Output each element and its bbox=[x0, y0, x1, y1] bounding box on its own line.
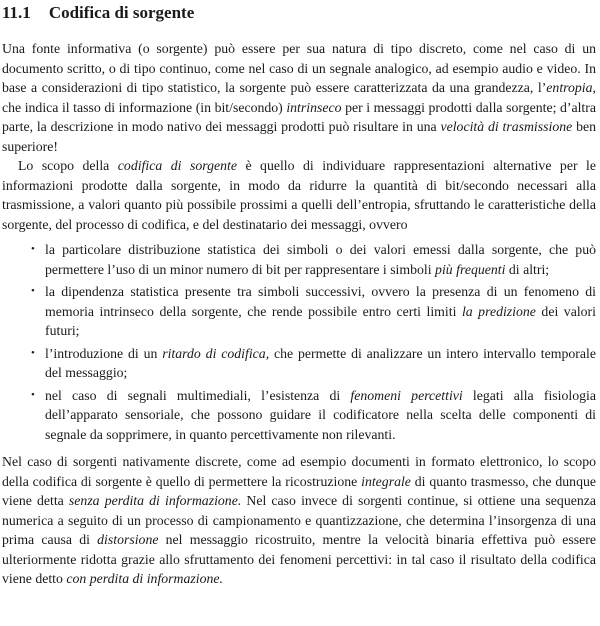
bullet-icon: • bbox=[31, 285, 35, 297]
bullet-icon: • bbox=[31, 346, 35, 359]
list-item bbox=[2, 344, 596, 383]
section-number: 11.1 bbox=[2, 3, 31, 22]
bullet-list bbox=[2, 240, 596, 444]
paragraph-scope: Lo scopo della codifica di sorgente è quello di individuare rappresentazioni alternative per le informazioni prodotte dalla sorgente, in modo da ridurre la quantità di bit/secondo necessari alla trasmissione, a valori quanto più possibile prossimi a quelli dell’entropia, sfruttando le caratteristiche della sorgente, del processo di codifica, e del destinatario dei messaggi, ovvero bbox=[2, 158, 596, 232]
section-title: Codifica di sorgente bbox=[48, 3, 195, 22]
bullet-icon: • bbox=[31, 243, 35, 255]
list-item-text: l’introduzione di un ritardo di codifica, che permette di analizzare un intero intervallo temporale del messaggio; bbox=[45, 345, 596, 380]
list-item bbox=[2, 282, 596, 341]
bullet-icon: • bbox=[31, 388, 35, 401]
list-item bbox=[2, 386, 596, 445]
list-item-text: la particolare distribuzione statistica dei simboli o dei valori emessi dalla sorgente, che può permettere l’uso di un minor numero di bit per rappresentare i simboli più frequenti di altri; bbox=[45, 242, 596, 277]
paragraph-closing: Nel caso di sorgenti nativamente discrete, come ad esempio documenti in formato elettronico, lo scopo della codifica di sorgente è quello di permettere la ricostruzione integrale di quanto trasmesso, che dunque viene detta senza perdita di informazione. Nel caso invece di sorgenti continue, si ottiene una sequenza numerica a seguito di un processo di campionamento e quantizzazione, che determina l’insorgenza di una prima causa di distorsione nel messaggio ricostruito, mentre la velocità binaria effettiva può essere ulteriormente ridotta grazie allo sfruttamento dei fenomeni percettivi: in tal caso il risultato della codifica viene detto con perdita di informazione. bbox=[2, 454, 596, 586]
list-item-text: nel caso di segnali multimediali, l’esistenza di fenomeni percettivi legati alla fisiologia dell’apparato sensoriale, che possono guidare il codificatore nella scelta delle componenti di segnale da sopprimere, in quanto percettivamente non rilevanti. bbox=[45, 387, 596, 442]
paragraph-intro: Una fonte informativa (o sorgente) può essere per sua natura di tipo discreto, come nel caso di un documento scritto, o di tipo continuo, come nel caso di un segnale analogico, ad esempio audio e video. In base a considerazioni di tipo statistico, la sorgente può essere caratterizzata da una grandezza, l’entropia, che indica il tasso di informazione (in bit/secondo) intrinseco per i messaggi prodotti dalla sorgente; d’altra parte, la descrizione in modo nativo dei messaggi prodotti può risultare in una velocità di trasmissione ben superiore! bbox=[2, 41, 596, 154]
section-heading bbox=[2, 2, 596, 23]
list-item bbox=[2, 240, 596, 279]
list-item-text: la dipendenza statistica presente tra simboli successivi, ovvero la presenza di un fenomeno di memoria intrinseco della sorgente, che rende possibile entro certi limiti la predizione dei valori futuri; bbox=[45, 284, 596, 338]
